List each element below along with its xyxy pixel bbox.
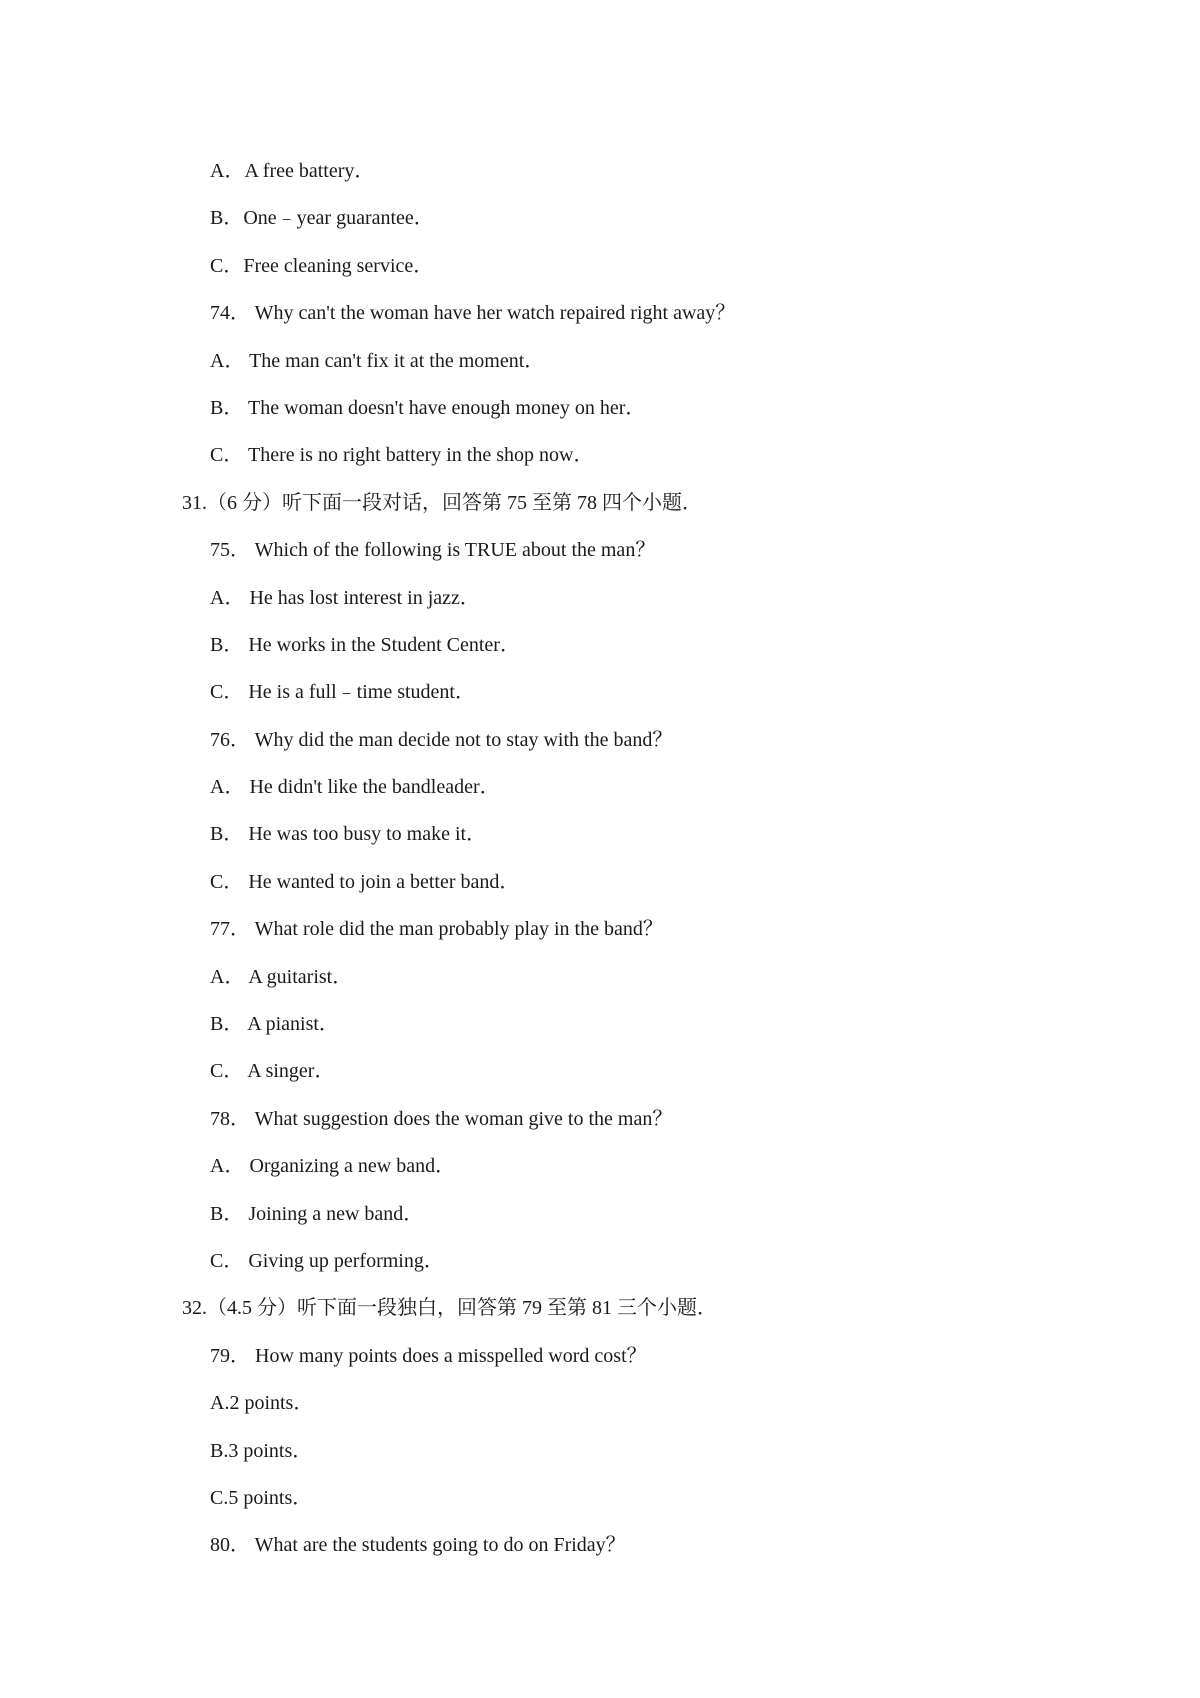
question-list bbox=[0, 148, 1200, 1570]
option-79-b: B.3 points． bbox=[210, 1439, 313, 1462]
section-32-heading: 32.（4.5 分）听下面一段独白，回答第 79 至第 81 三个小题． bbox=[182, 1297, 717, 1320]
question-74: 74． Why can't the woman have her watch repaired right away？ bbox=[210, 302, 736, 325]
option-a-free-battery: A．A free battery． bbox=[210, 160, 375, 182]
option-78-a: A． Organizing a new band． bbox=[210, 1155, 456, 1178]
option-77-b: B． A pianist． bbox=[210, 1013, 339, 1036]
question-77: 77． What role did the man probably play in the band？ bbox=[210, 918, 663, 941]
option-c-cleaning: C．Free cleaning service． bbox=[210, 254, 434, 277]
section-31-heading: 31.（6 分）听下面一段对话，回答第 75 至第 78 四个小题． bbox=[182, 491, 702, 514]
option-76-c: C． He wanted to join a better band． bbox=[210, 870, 520, 893]
question-75: 75． Which of the following is TRUE about the man？ bbox=[210, 539, 656, 562]
question-79: 79． How many points does a misspelled word cost？ bbox=[210, 1344, 647, 1367]
option-74-a: A． The man can't fix it at the moment． bbox=[210, 349, 545, 372]
option-76-a: A． He didn't like the bandleader． bbox=[210, 776, 500, 799]
option-78-c: C． Giving up performing． bbox=[210, 1249, 444, 1272]
option-75-b: B． He works in the Student Center． bbox=[210, 633, 520, 656]
option-75-a: A． He has lost interest in jazz． bbox=[210, 586, 480, 609]
question-76: 76． Why did the man decide not to stay with the band？ bbox=[210, 728, 673, 751]
option-79-c: C.5 points． bbox=[210, 1486, 313, 1509]
option-78-b: B． Joining a new band． bbox=[210, 1202, 424, 1225]
option-75-c: C． He is a full﹣time student． bbox=[210, 681, 475, 704]
option-79-a: A.2 points． bbox=[210, 1392, 314, 1415]
option-74-c: C． There is no right battery in the shop now． bbox=[210, 444, 594, 467]
option-77-a: A． A guitarist． bbox=[210, 965, 353, 988]
option-b-guarantee: B．One﹣year guarantee． bbox=[210, 207, 434, 230]
option-76-b: B． He was too busy to make it． bbox=[210, 823, 487, 846]
option-74-b: B． The woman doesn't have enough money on her． bbox=[210, 396, 646, 419]
question-78: 78． What suggestion does the woman give to the man？ bbox=[210, 1107, 673, 1130]
option-77-c: C． A singer． bbox=[210, 1060, 335, 1083]
question-80: 80． What are the students going to do on Friday？ bbox=[210, 1534, 626, 1557]
